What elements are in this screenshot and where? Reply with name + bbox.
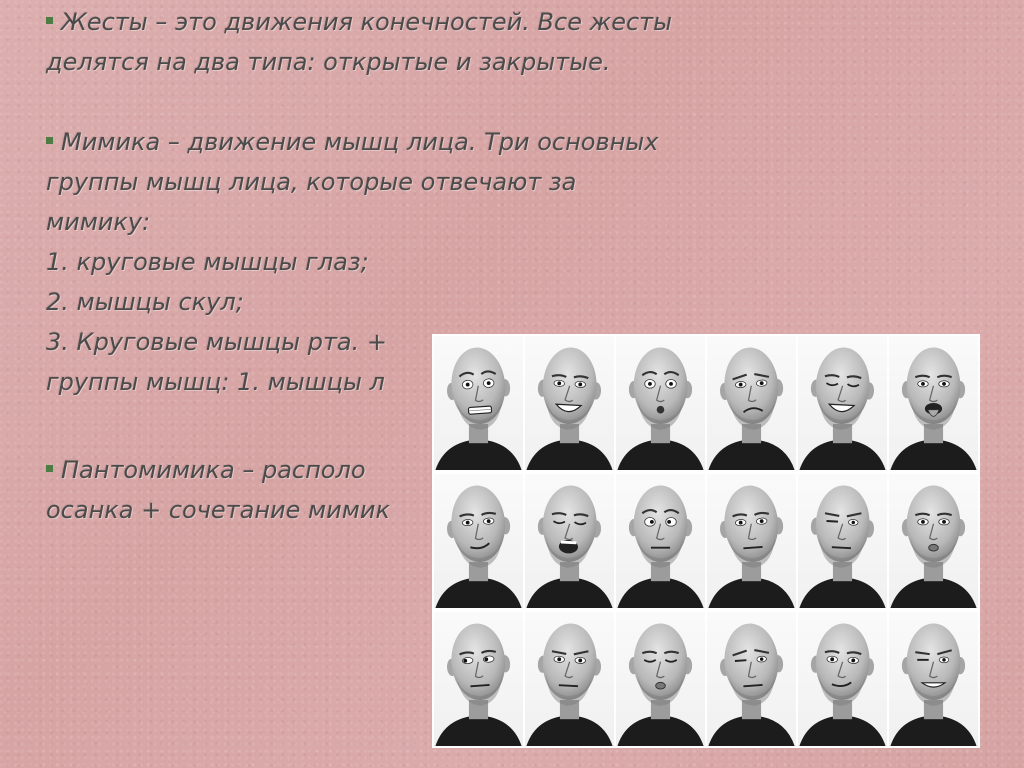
face-photo-neutral [707, 474, 796, 608]
face-photo-smile [525, 336, 614, 470]
face-photo-grimace [434, 336, 523, 470]
bullet-icon [46, 465, 53, 472]
face-photo-tongue-out [889, 336, 978, 470]
face-photo-skeptical [798, 474, 887, 608]
list-item: 1. круговые мышцы глаз; [46, 248, 369, 276]
pantomime-paragraph [46, 450, 390, 530]
face-drawing [889, 612, 978, 746]
face-photo-doubtful [707, 612, 796, 746]
text-line: группы мышц лица, которые отвечают за [46, 168, 577, 196]
face-photo-smirk [434, 474, 523, 608]
face-drawing [798, 336, 887, 470]
face-drawing [616, 612, 705, 746]
face-drawing [707, 336, 796, 470]
text-line: Мимика – движение мышц лица. Три основных [46, 122, 658, 162]
text-line: Пантомимика – располо [46, 450, 390, 490]
face-drawing [616, 336, 705, 470]
face-photo-serious [525, 612, 614, 746]
facial-expressions-photo-grid [432, 334, 980, 748]
face-photo-grin [798, 336, 887, 470]
face-drawing [434, 336, 523, 470]
face-drawing [798, 474, 887, 608]
face-photo-sad [707, 336, 796, 470]
face-photo-wild [525, 474, 614, 608]
face-drawing [434, 612, 523, 746]
bullet-icon [46, 17, 53, 24]
face-drawing [798, 612, 887, 746]
face-photo-squint [889, 612, 978, 746]
list-item: 2. мышцы скул; [46, 288, 244, 316]
text-line: Жесты – это движения конечностей. Все жесты [46, 2, 672, 42]
face-drawing [525, 612, 614, 746]
face-photo-eyes-closed [616, 612, 705, 746]
face-drawing [707, 612, 796, 746]
face-photo-cross-eyed [616, 474, 705, 608]
text-line: осанка + сочетание мимик [46, 496, 390, 524]
face-photo-surprised [616, 336, 705, 470]
face-photo-side-glance [434, 612, 523, 746]
face-drawing [707, 474, 796, 608]
face-drawing [889, 336, 978, 470]
face-photo-pout [889, 474, 978, 608]
gestures-paragraph [46, 2, 672, 82]
face-photo-half-smile [798, 612, 887, 746]
text-line: мимику: [46, 208, 151, 236]
bullet-icon [46, 137, 53, 144]
list-item: 3. Круговые мышцы рта. + [46, 328, 388, 356]
face-drawing [525, 474, 614, 608]
text-line: группы мышц: 1. мышцы л [46, 368, 385, 396]
face-drawing [616, 474, 705, 608]
text-line: делятся на два типа: открытые и закрытые. [46, 48, 611, 76]
face-drawing [434, 474, 523, 608]
face-drawing [525, 336, 614, 470]
face-drawing [889, 474, 978, 608]
